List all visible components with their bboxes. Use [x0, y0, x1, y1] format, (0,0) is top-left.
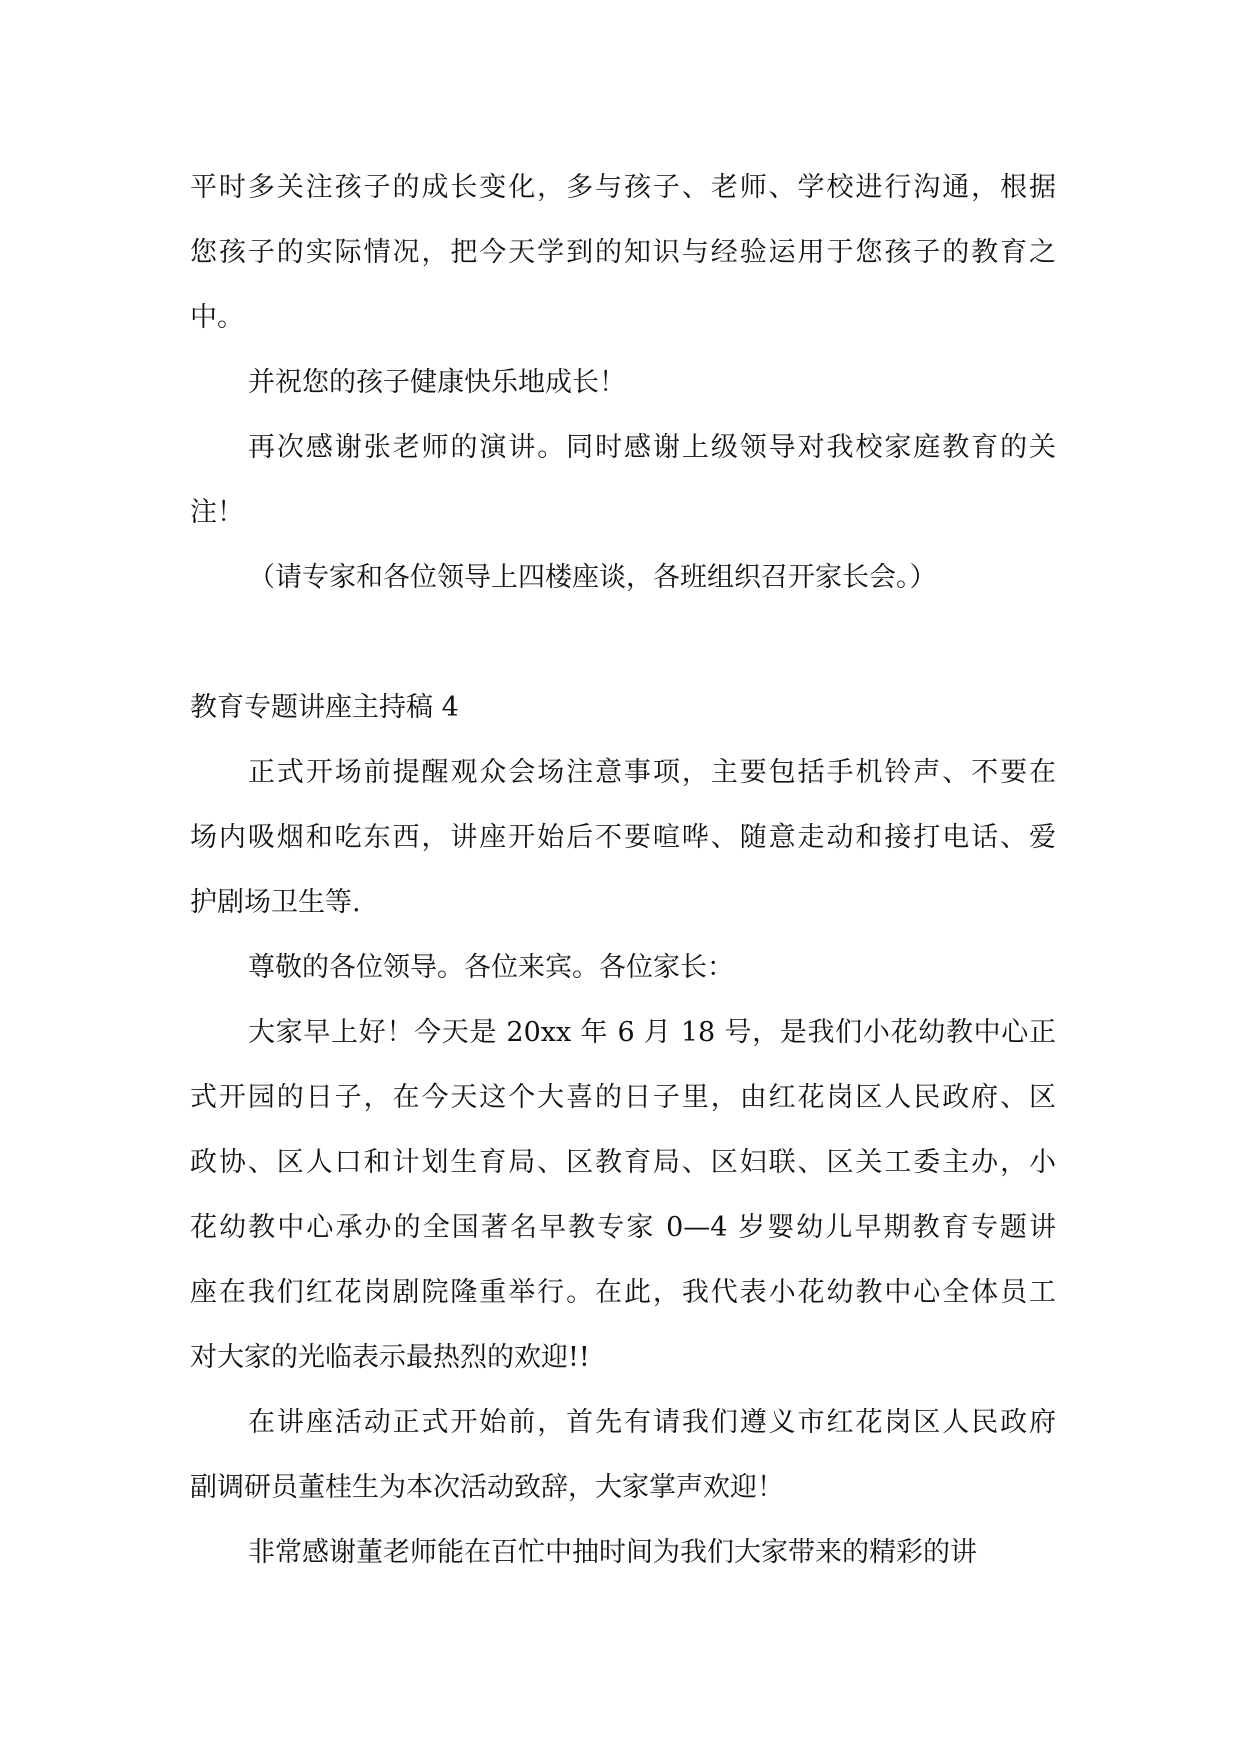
- text-line: （请专家和各位领导上四楼座谈，各班组织召开家长会。）: [248, 562, 937, 593]
- text-line: 式开园的日子，在今天这个大喜的日子里，由红花岗区人民政府、区: [190, 1082, 1056, 1113]
- paragraph: [190, 935, 1056, 1000]
- text-line: 注！: [190, 497, 244, 528]
- document-body: [190, 155, 1056, 1585]
- paragraph: [190, 155, 1056, 350]
- text-line: 场内吸烟和吃东西，讲座开始后不要喧哗、随意走动和接打电话、爱: [190, 822, 1056, 853]
- paragraph: [190, 415, 1056, 545]
- text-line: 非常感谢董老师能在百忙中抽时间为我们大家带来的精彩的讲: [248, 1537, 977, 1568]
- paragraph: [190, 740, 1056, 935]
- text-line: 对大家的光临表示最热烈的欢迎!!: [190, 1342, 590, 1373]
- section-spacer: [190, 610, 1056, 675]
- text-line: 您孩子的实际情况，把今天学到的知识与经验运用于您孩子的教育之: [190, 237, 1056, 268]
- text-line: 副调研员董桂生为本次活动致辞，大家掌声欢迎！: [190, 1472, 784, 1503]
- text-line: 尊敬的各位领导。各位来宾。各位家长：: [248, 952, 734, 983]
- text-line: 并祝您的孩子健康快乐地成长！: [248, 367, 626, 398]
- paragraph: [190, 1390, 1056, 1520]
- text-line: 中。: [190, 302, 244, 333]
- paragraph: [190, 1520, 1056, 1585]
- text-line: 在讲座活动正式开始前，首先有请我们遵义市红花岗区人民政府: [248, 1407, 1056, 1438]
- text-line: 政协、区人口和计划生育局、区教育局、区妇联、区关工委主办，小: [190, 1147, 1056, 1178]
- text-line: 平时多关注孩子的成长变化，多与孩子、老师、学校进行沟通，根据: [190, 172, 1056, 203]
- text-line: 再次感谢张老师的演讲。同时感谢上级领导对我校家庭教育的关: [248, 432, 1056, 463]
- text-line: 正式开场前提醒观众会场注意事项，主要包括手机铃声、不要在: [248, 757, 1056, 788]
- text-line: 大家早上好！今天是 20xx 年 6 月 18 号，是我们小花幼教中心正: [248, 1017, 1056, 1048]
- text-line: 护剧场卫生等.: [190, 887, 361, 918]
- text-line: 花幼教中心承办的全国著名早教专家 0—4 岁婴幼儿早期教育专题讲: [190, 1212, 1056, 1243]
- paragraph: [190, 350, 1056, 415]
- paragraph: [190, 1000, 1056, 1390]
- text-line: 座在我们红花岗剧院隆重举行。在此，我代表小花幼教中心全体员工: [190, 1277, 1056, 1308]
- paragraph: [190, 545, 1056, 610]
- section-heading: 教育专题讲座主持稿 4: [190, 692, 459, 723]
